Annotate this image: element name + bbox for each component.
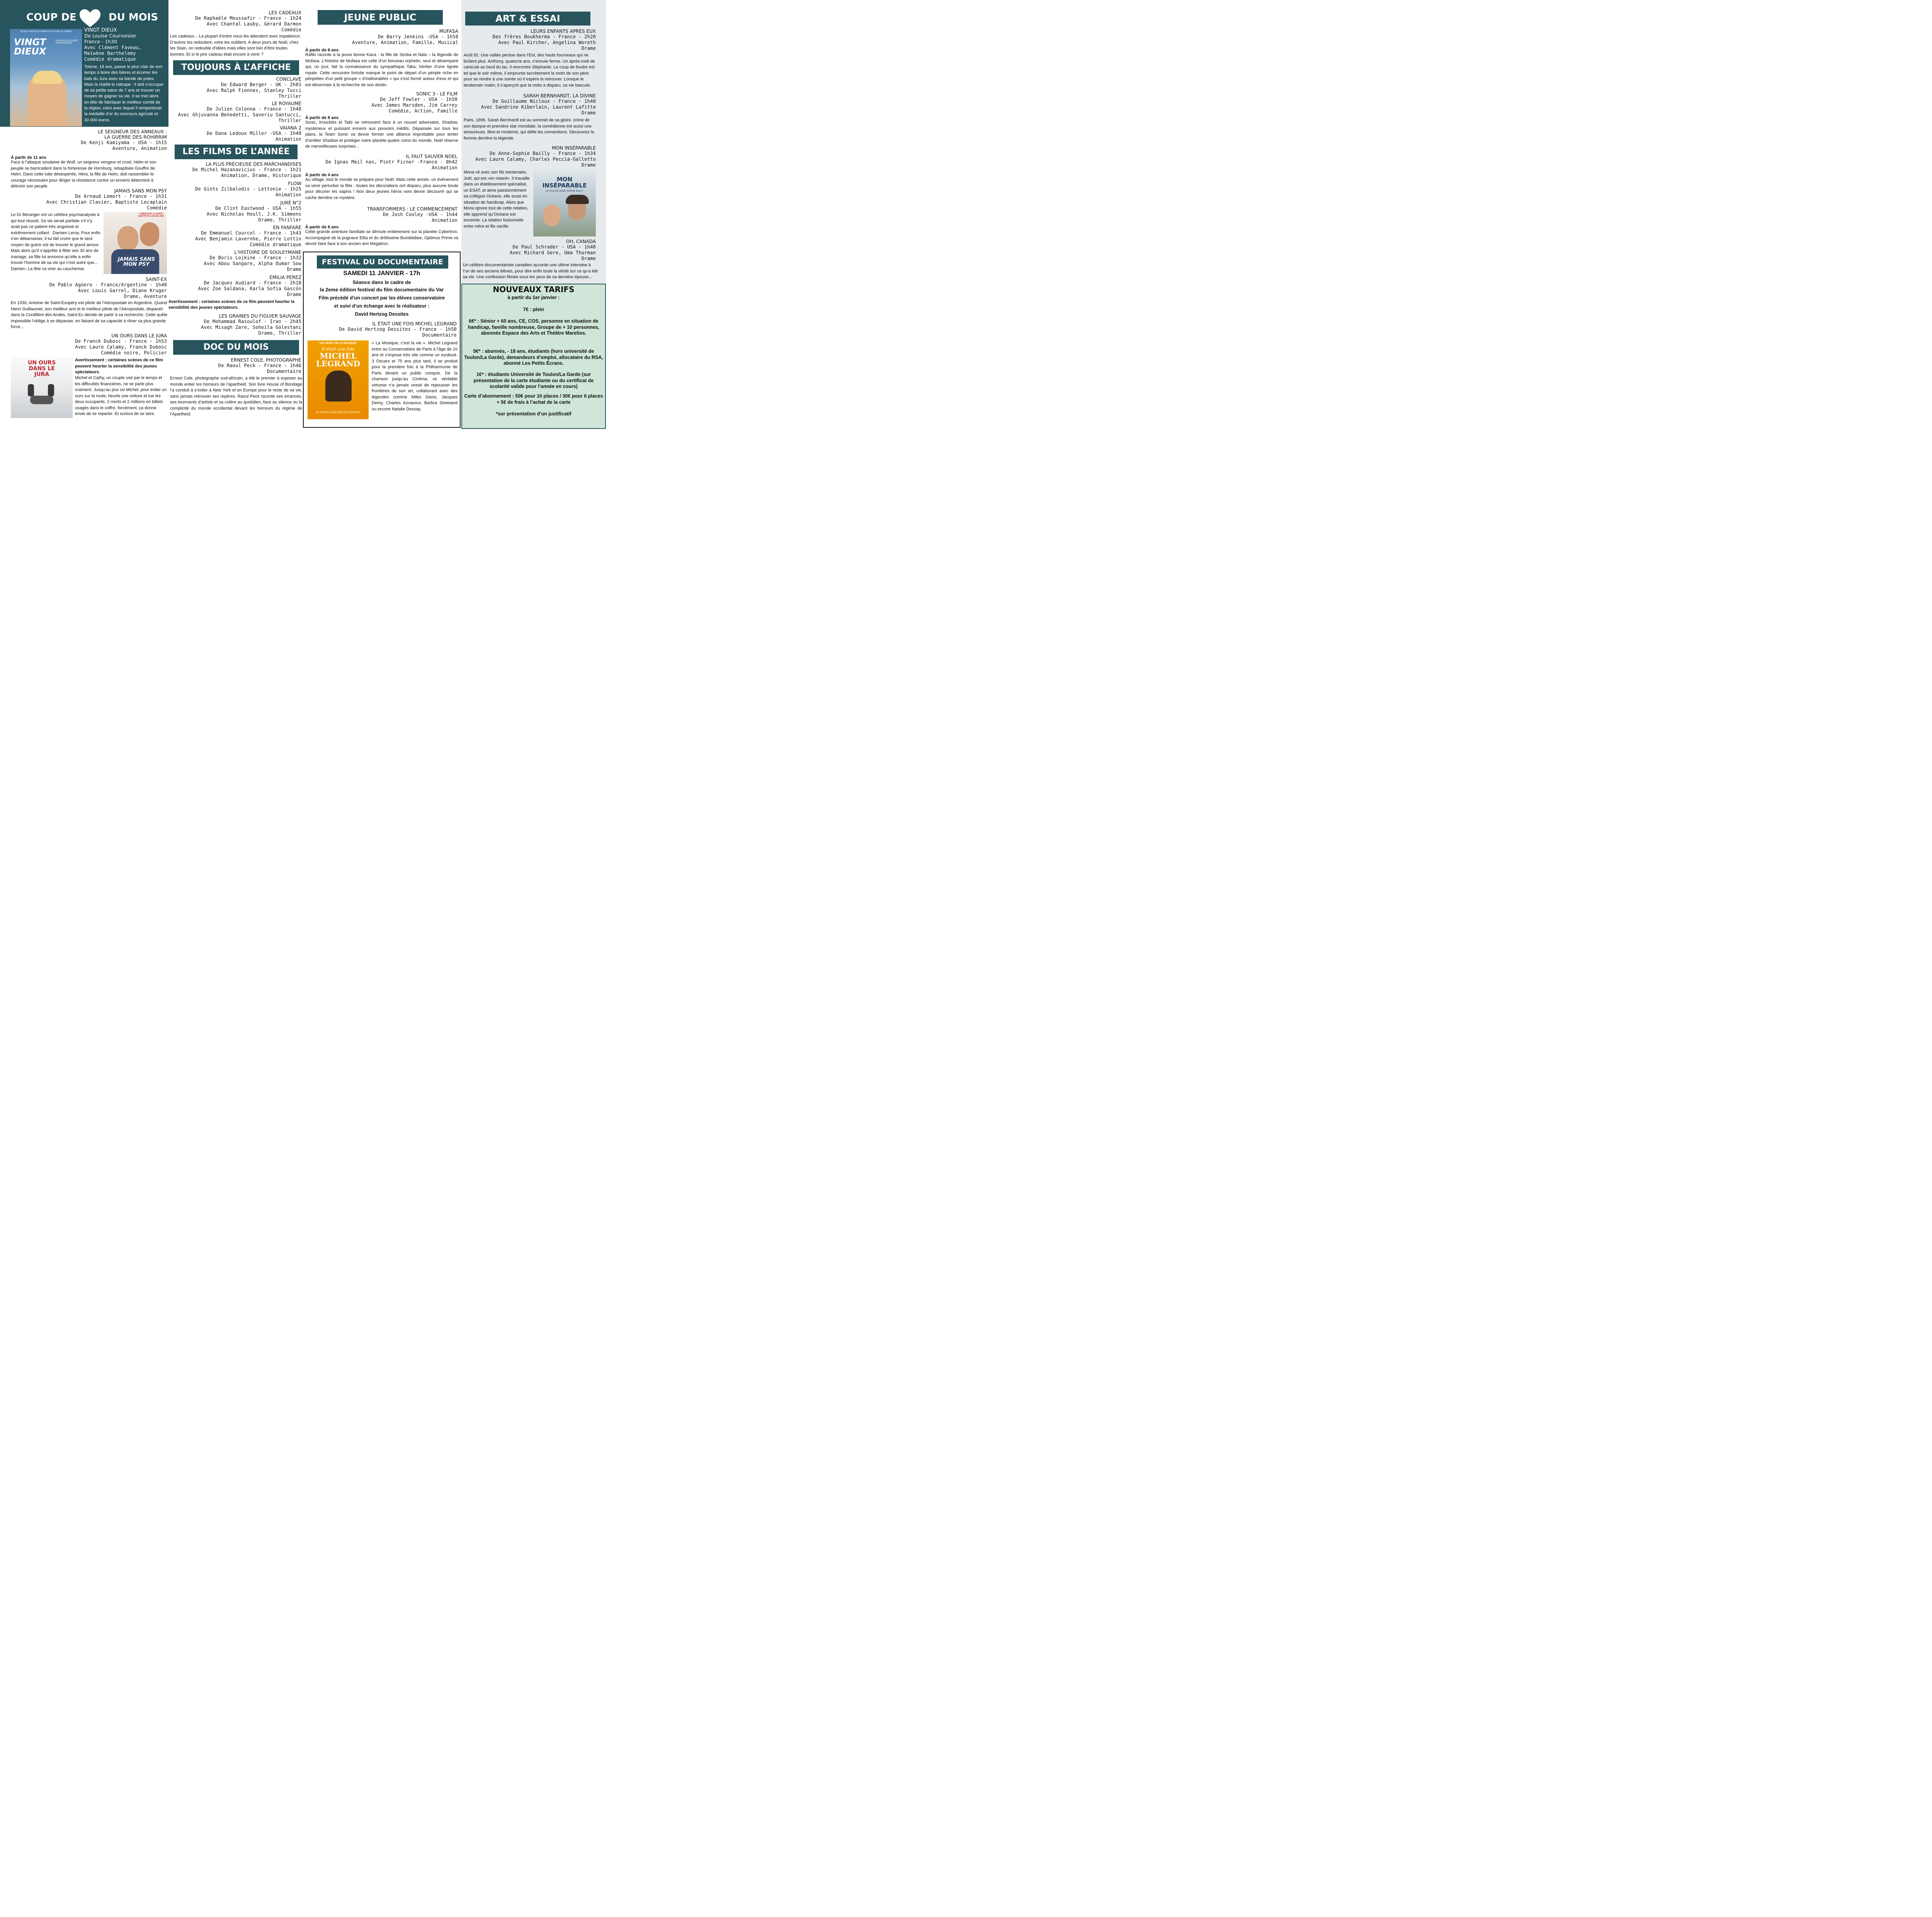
- un-ours-dans-le-jura-poster: [11, 357, 73, 418]
- film-cast-1: Avec Clément Faveau,: [84, 45, 142, 50]
- film-title: UN OURS DANS LE JURA: [111, 333, 167, 338]
- film-genre: Animation: [276, 192, 301, 197]
- film-genre: Drame: [581, 256, 596, 261]
- age-label: À partir de 4 ans: [305, 173, 339, 177]
- doc-heading: DOC DU MOIS: [173, 340, 299, 355]
- poster-title: VINGT DIEUX: [14, 37, 46, 57]
- film-director: De Arnaud Lemort - France - 1h31: [75, 194, 167, 199]
- film-genre: Drame: [581, 110, 596, 116]
- film-title: FLOW: [288, 181, 301, 186]
- film-cast: Avec Sandrine Kiberlain, Laurent Lafitte: [481, 104, 596, 110]
- film-cast: Avec James Marsden, Jim Carrey: [371, 102, 457, 108]
- poster-credit: UN FILM DE ANNE-SOPHIE BAILLY: [545, 190, 584, 192]
- poster-hair: [566, 195, 589, 204]
- film-genre: Comédie dramatique: [84, 56, 136, 62]
- tarif-footnote: *sur présentation d’un justificatif: [496, 411, 571, 417]
- coup-de-coeur-panel: [0, 0, 168, 127]
- film-cast: Avec Christian Clavier, Baptiste Lecaplain: [46, 199, 167, 205]
- film-block-transformers: [305, 206, 457, 223]
- tarifs-panel: [461, 284, 606, 429]
- film-block-il-faut-sauver-noel: [305, 154, 457, 171]
- tarifs-heading: NOUVEAUX TARIFS: [493, 285, 575, 294]
- jamais-sans-mon-psy-poster: [104, 212, 167, 274]
- film-cast: Avec Paul Kircher, Angelina Woreth: [498, 40, 596, 45]
- tarif-item: 1€* : étudiants Université de Toulon/La Garde (sur présentation de la carte étudiante ou du certificat de scolarité valide pour l’année en cours): [473, 372, 594, 389]
- film-block-un-ours-dans-le-jura: [11, 333, 167, 356]
- film-director: De Jacques Audiard - France - 2h10: [204, 280, 301, 286]
- film-title: LE ROYAUME: [272, 101, 301, 106]
- art-essai-panel: [461, 0, 606, 284]
- film-cast: Avec Ghjuvanna Benedetti, Saveriu Santucci,: [178, 112, 301, 117]
- film-title: IL FAUT SAUVER NOEL: [406, 154, 457, 159]
- column-1: [0, 0, 168, 429]
- poster-tagline: "UN DES COUPS DE FOUDRE DU FESTIVAL DE CANNES": [19, 31, 73, 33]
- poster-snow-figure: [30, 396, 53, 404]
- film-block-michel-legrand: [305, 321, 457, 338]
- film-block-mon-inseparable: [463, 145, 596, 168]
- film-cast: Avec Laure Calamy, Franck Dubosc: [75, 344, 167, 350]
- film-genre: Comédie: [281, 27, 301, 32]
- film-title: LA PLUS PRÉCIEUSE DES MARCHANDISES: [206, 162, 301, 167]
- film-block-jure-n2: [170, 200, 301, 223]
- film-genre: Thriller: [278, 94, 301, 99]
- film-title: ERNEST COLE, PHOTOGRAPHE: [231, 357, 301, 363]
- film-title: EN FANFARE: [273, 225, 301, 230]
- film-genre: Drame: [581, 46, 596, 51]
- jeune-heading: JEUNE PUBLIC: [318, 10, 443, 25]
- film-cast: Avec Richard Gere, Uma Thurman: [510, 250, 596, 255]
- film-title: SAINT-EX: [146, 277, 167, 282]
- film-genre: Animation: [432, 218, 457, 223]
- film-title: LE SEIGNEUR DES ANNEAUX :: [98, 129, 167, 134]
- film-block-ernest-cole: [170, 357, 301, 374]
- poster-title: JAMAIS SANS MON PSY: [117, 257, 155, 267]
- film-director: De Clint Eastwood - USA - 1h55: [215, 206, 301, 211]
- tarif-item: 6€* : Sénior + 60 ans, CE, COS, personne en situation de handicap, famille nombreuse, Groupe de + 10 personnes, abonnés Espace des Arts et Théâtre Marelios.: [468, 318, 600, 336]
- film-title: JAMAIS SANS MON PSY: [114, 188, 167, 194]
- film-director: De Julien Colonna - France - 1h48: [206, 106, 301, 112]
- film-block-mufasa: [305, 29, 458, 46]
- film-synopsis: Ernest Cole, photographe sud-africain, a été le premier à exposer au monde entier les horreurs de l’apartheid. Son livre House of Bondage l’a conduit à s’exiler à New York et en Europe pour le reste de sa vie, sans jamais retrouver ses repères. Raoul Peck raconte ses errances, ses tourments d’artiste et sa colère au quotidien, face au silence ou la complicité du monde occidental devant les horreurs du régime de l’Apartheid.: [170, 376, 302, 417]
- annee-heading: LES FILMS DE L’ANNÉE: [175, 145, 298, 159]
- film-title: L’HISTOIRE DE SOULEYMANE: [234, 250, 301, 255]
- annee-warning: Avertissement : certaines scénes de ce film peuvent heurter la sensibilité des jeunes spéctateurs.: [168, 299, 295, 310]
- film-title: CONCLAVE: [276, 77, 301, 82]
- film-genre: Drame, Thriller: [258, 330, 301, 336]
- column-3: [304, 0, 461, 429]
- film-warning: Avertissement : certaines scènes de ce film peuvent heurter la sensibilité des jeunes spéctateurs.: [75, 358, 163, 374]
- film-title: MON INSÉPARABLE: [552, 145, 596, 151]
- film-synopsis: « La Musique, c’est la vie ». Michel Legrand entre au Conservatoire de Paris à l’âge de 10 ans et s’impose très vite comme un surdoué. 3 Oscars et 75 ans plus tard, il se produit pour la première fois à la Philharmonie de Paris devant un public conquis. De la chanson jusqu’au Cinéma, ce véritable virtuose n’a jamais cessé de repousser les frontières de son art, collaborant avec des légendes comme Miles Davis, Jacques Demy, Charles Aznavour, Barbra Streisand ou encore Natalie Dessay.: [372, 341, 457, 412]
- film-director: De Emmanuel Courcol - France - 1h43: [201, 230, 301, 236]
- film-block-seigneur: [11, 129, 167, 151]
- film-director: De Pablo Agüero - France/Argentine - 1h40: [49, 282, 167, 287]
- film-genre: Comédie: [147, 205, 167, 211]
- film-director: De Dana Ledoux Miller -USA - 1h40: [206, 131, 301, 136]
- film-genre: Drame, Aventure: [124, 294, 167, 299]
- film-block-vaiana-2: [170, 125, 301, 142]
- film-country: France - 1h30: [84, 39, 117, 44]
- film-block-le-royaume: [170, 101, 301, 124]
- film-genre: Documentaire: [422, 332, 457, 338]
- poster-title: UN OURS DANS LE JURA: [27, 360, 56, 378]
- film-director: De Louise Courvoisier: [84, 33, 136, 39]
- poster-person-right: [48, 384, 54, 396]
- poster-tagline: "UN GÉANT DE LA MUSIQUE": [318, 342, 358, 345]
- film-director: De Ignas Meil nas, Piotr Ficner -France - 0h42: [325, 159, 457, 165]
- film-director: De Raoul Peck - France - 1h46: [218, 363, 301, 368]
- film-director: De Raphaële Moussafir - France - 1h24: [195, 15, 301, 21]
- festival-line-4: et suivi d’un échange avec le réalisateur :: [334, 303, 430, 309]
- film-cast: Avec Nicholas Hoult, J.K. Simmons: [206, 211, 301, 217]
- film-director: De Guillaume Nicloux - France - 1h40: [492, 99, 596, 104]
- film-block-conclave: [170, 77, 301, 99]
- tarifs-subheading: à partir du 1er janvier :: [507, 295, 560, 300]
- film-block-oh-canada: [463, 239, 596, 262]
- film-cast: Avec Abou Sangare, Alpha Oumar Sow: [204, 261, 301, 266]
- film-synopsis: Michel et Cathy, un couple usé par le temps et les difficultés financières, ne se parle plus vraiment. Jusqu’au jour où Michel, pour éviter un ours sur la route, heurte une voiture et tue les deux occupants. 2 morts et 2 millions en billets usagés dans le coffre, forcément, ça donne envie de se reparler. Et surtout de se taire.: [75, 376, 167, 416]
- festival-line-1: Séance dans le cadre de: [352, 279, 411, 285]
- film-genre: Animation: [276, 136, 301, 142]
- film-director: De Josh Cooley -USA - 1h44: [383, 212, 457, 217]
- film-title: SARAH BERNHARDT, LA DIVINE: [523, 93, 596, 99]
- film-block-en-fanfare: [170, 225, 301, 248]
- film-block-souleymane: [170, 250, 301, 272]
- poster-face-left: [117, 226, 138, 251]
- film-title: VINGT DIEUX: [84, 27, 117, 33]
- film-genre: Thriller: [278, 118, 301, 123]
- film-block-sarah-bernhardt: [463, 93, 596, 116]
- film-genre: Comédie noire, Policier: [101, 350, 167, 356]
- film-genre: Comédie dramatique: [250, 242, 301, 247]
- film-cast: Avec Zoe Saldana, Karla Sofía Gascón: [198, 286, 301, 291]
- poster-hair: [32, 71, 62, 84]
- vingt-dieux-credits: [84, 28, 165, 62]
- film-director: De Jeff Fowler - USA - 1h50: [380, 97, 457, 102]
- poster-face-right: [140, 222, 159, 246]
- festival-line-3: Film précédé d’un concert par les éléves conservatoire: [318, 295, 445, 301]
- age-label: À partir de 11 ans: [11, 155, 46, 160]
- film-title: VAIANA 2: [279, 125, 301, 131]
- film-director: De Boris Lojkine - France - 1h32: [209, 255, 301, 260]
- film-synopsis: Les cadeaux... La plupart d’entre nous les attendent avec impatience. D’autres les redoutent, voire les oublient. A deux jours de Noël, chez les Stain, on redouble d’idées mais elles sont loin d’être toutes bonnes. Et si le pire cadeau était encore à venir ?: [170, 34, 301, 57]
- film-genre: Animation: [432, 165, 457, 170]
- film-title: MUFASA: [439, 29, 458, 34]
- poster-title-2: MICHEL: [320, 351, 357, 361]
- film-cast: Avec Chantal Lauby, Gérard Darmon: [206, 21, 301, 27]
- film-director: De Barry Jenkins -USA - 1h58: [378, 34, 458, 39]
- michel-legrand-poster: [308, 340, 369, 419]
- toujours-heading: TOUJOURS À L’AFFICHE: [173, 60, 299, 75]
- festival-date: SAMEDI 11 JANVIER - 17h: [343, 270, 420, 277]
- film-director: De David Hertzog Dessites - France - 1h50: [339, 327, 457, 332]
- poster-portrait: [325, 371, 352, 401]
- film-director: De Gints Zilbalodis - Lettonie - 1h25: [195, 186, 301, 192]
- film-title-2: LA GUERRE DES ROHIRRIM: [104, 134, 167, 140]
- film-block-leurs-enfants: [463, 29, 596, 51]
- film-director: De Michel Hazanavicius - France - 1h21: [192, 167, 301, 172]
- poster-title-3: LEGRAND: [316, 359, 361, 368]
- film-director: De Mohammad Rasoulof - Iran - 2h45: [204, 319, 301, 324]
- film-block-graines-du-figuier: [170, 313, 301, 336]
- film-cast: Avec Benjamin Lavernhe, Pierre Lottin: [195, 236, 301, 242]
- film-synopsis: Mona vit avec son fils trentenaire, Joël, qui est «en retard». Il travaille dans un établissement spécialisé, un ESAT, et aime passionnément sa collègue Océane, elle aussi en situation de handicap. Alors que Mona ignore tout de cette relation, elle apprend qu’Océane est enceinte. La relation fusionnelle entre mère et fils vacille.: [464, 170, 530, 229]
- film-title: LES CADEAUX: [269, 10, 301, 15]
- film-genre: Drame: [581, 162, 596, 168]
- film-title: LES GRAINES DU FIGUIER SAUVAGE: [219, 313, 301, 319]
- film-genre: Documentaire: [267, 369, 301, 374]
- film-synopsis: Rafiki raconte à la jeune lionne Kiara - la fille de Simba et Nala – la légende de Mufasa. L’histoire de Mufasa est celle d’un lionceau orphelin, seul et désemparé qui, un jour, fait la connaissance du sympathique Taka, héritier d’une lignée royale. Cette rencontre fortuite marque le point de départ d’un périple riche en péripéties d’un petit groupe « d’indésirables » qui s’est formé autour d’eux et qui est désormais à la recherche de son destin.: [305, 53, 458, 87]
- film-genre: Aventure, Animation, Famille, Musical: [352, 40, 458, 45]
- coup-heading-right: DU MOIS: [109, 12, 158, 23]
- film-title: OH, CANADA: [566, 239, 596, 244]
- film-director: De Paul Schrader - USA - 1h40: [512, 244, 596, 250]
- film-synopsis: Au village, tout le monde se prépare pour Noël. Mais cette année, un évènement va venir perturber la fête : toutes les décorations ont disparu, plus aucune boule pour décorer les sapins ! Nos deux jeunes héros vont devoir découvrir qui se cache derrière ce mystère.: [305, 177, 458, 200]
- film-synopsis: Le Dr Béranger est un célèbre psychanalyste à qui tout réussit. Sa vie serait parfaite s’il n’y avait pas ce patient très angoissé et extrêmement collant : Damien Leroy. Pour enfin s’en débarrasser, il lui fait croire que le seul moyen de guérir est de trouver le grand amour. Mais alors qu’il s’apprête à fêter ses 30 ans de mariage, sa fille lui annonce qu’elle a enfin trouvé l’homme de sa vie qui n’est autre que... Damien. La fête va virer au cauchemar.: [11, 213, 101, 271]
- age-label: À partir de 8 ans: [305, 225, 339, 230]
- tarif-item: 7€ : plein: [523, 307, 544, 312]
- film-synopsis: Sonic, Knuckles et Tails se retrouvent face à un nouvel adversaire, Shadow, mystérieux et puissant ennemi aux pouvoirs inédits. Dépassée sur tous les plans, la Team Sonic va devoir former une alliance improbable pour tenter d’arrêter Shadow et protéger notre planète.quatre coins du monde, Noël réserve de merveilleuses surprises...: [305, 120, 458, 149]
- heart-icon: [79, 9, 101, 28]
- festival-box: [303, 252, 461, 428]
- film-cast: Avec Laure Calamy, Charles Peccia-Galletto: [475, 156, 596, 162]
- festival-line-2: la 2eme édition festival du film documentaire du Var: [320, 287, 444, 293]
- film-director: De Anne-Sophie Bailly - France - 1h34: [490, 151, 596, 156]
- poster-title: MON INSÉPARABLE: [542, 176, 587, 189]
- age-label: À partir de 8 ans: [305, 48, 339, 53]
- coup-heading: [0, 9, 168, 27]
- tarif-item: 5€* : abonnés, - 18 ans, étudiants (hors université de Toulon/La Garde), demandeurs d’emploi, allocataire du RSA, abonné Les Petits Écrans.: [464, 349, 603, 366]
- film-director: Des frères Boukherma - France - 2h20: [492, 34, 596, 39]
- film-director: De Edward Berger - UK - 2h01: [221, 82, 301, 87]
- tarif-item: Carte d’abonnement : 50€ pour 10 places / 30€ pour 6 places + 5€ de frais à l’achat de la carte: [464, 393, 603, 405]
- film-block-sonic-3: [305, 91, 457, 114]
- poster-cast: CHRISTIAN CLAVIER BAPTISTE LECAPLAIN: [138, 213, 164, 218]
- film-synopsis: Paris, 1896. Sarah Bernhardt est au sommet de sa gloire. Icône de son époque et première star mondiale, la comédienne est aussi une amoureuse, libre et moderne, qui défie les conventions. Découvrez la femme derrière la légende.: [464, 118, 594, 141]
- film-block-jamais-sans-mon-psy: [11, 188, 167, 211]
- vingt-dieux-synopsis: Totone, 18 ans, passe le plus clair de son temps à boire des bières et écumer les bals du Jura avec sa bande de potes. Mais la réalité le rattrape : il doit s’occuper de sa petite sœur de 7 ans et trouver un moyen de gagner sa vie. Il se met alors en tête de fabriquer le meilleur comté de la région, celui avec lequel il remporterait la médaille d’or du concours agricole et 30 000 euros.: [84, 65, 164, 122]
- film-block-emilia-perez: [170, 275, 301, 298]
- column-4: [461, 0, 606, 429]
- film-title: LEURS ENFANTS APRÈS EUX: [531, 29, 596, 34]
- film-genre: Drame: [287, 267, 301, 272]
- film-synopsis: En 1930, Antoine de Saint-Exupéry est pilote de l’Aéropostale en Argentine. Quand Henri Guillaumet, son meilleur ami et le meilleur pilote de l’Aéropostale, disparaît dans la Cordillère des Andes, Saint-Ex décide de partir à sa recherche. Cette quête impossible l’oblige à se dépasser, en faisant de sa capacité à rêver sa plus grande force...: [11, 301, 168, 329]
- age-label: À partir de 8 ans: [305, 116, 339, 120]
- vingt-dieux-poster: [10, 29, 82, 126]
- mon-inseparable-poster: [533, 170, 596, 236]
- poster-credit: UN FILM DE LOUISE COURVOISIER: [56, 40, 78, 44]
- film-synopsis: Face à l’attaque soudaine de Wulf, un seigneur vengeur et cruel, Helm et son peuple se barricadent dans la forteresse de Hornburg, rebaptisée Gouffre de Helm. Dans cette lutte désespérée, Héra, la fille de Helm, doit rassembler le courage nécessaire pour diriger la résistance contre un ennemi déterminé à détruire son peuple.: [11, 160, 156, 189]
- film-director: De Franck Dubosc - France - 1h53: [75, 338, 167, 344]
- film-block-les-cadeaux: [170, 10, 301, 33]
- festival-line-5: David Hertzog Dessites: [355, 311, 409, 317]
- film-genre: Drame, Thriller: [258, 217, 301, 223]
- poster-face-left: [543, 205, 560, 226]
- film-cast: Avec Louis Garrel, Diane Kruger: [78, 288, 167, 293]
- coup-heading-left: COUP DE: [26, 12, 77, 23]
- poster-title-1: Il était une fois: [321, 347, 355, 352]
- film-genre: Comédie, Action, Famille: [388, 108, 457, 114]
- film-genre: Aventure, Animation: [112, 146, 167, 151]
- film-title: TRANSFORMERS : LE COMMENCEMENT: [367, 206, 457, 212]
- column-2: [168, 0, 304, 429]
- film-director: De Kenji Kamiyama - USA - 1h15: [81, 140, 167, 145]
- poster-person-left: [28, 384, 34, 396]
- film-title: IL ÉTAIT UNE FOIS MICHEL LEGRAND: [372, 321, 457, 327]
- film-synopsis: Cette grande aventure familiale se déroule entièrement sur la planète Cybertron. Accompagné de la pugnace Elita et du drôlissime Bumblebee, Optimus Prime va devoir faire face à son ancien ami Megatron.: [305, 230, 458, 246]
- poster-credit: UN FILM DE DAVID HERTZOG DESSITES: [316, 412, 361, 414]
- film-cast-2: Maïwène Barthelemy: [84, 51, 136, 56]
- film-title: JURÉ N°2: [280, 200, 301, 206]
- art-heading: ART & ESSAI: [465, 12, 590, 26]
- film-title: SONIC 3 - LE FILM: [416, 91, 457, 97]
- film-genre: Drame: [287, 292, 301, 297]
- film-genre: Animation, Drame, Historique: [221, 173, 301, 178]
- film-title: EMILIA PEREZ: [269, 275, 301, 280]
- film-synopsis: Août 92. Une vallée perdue dans l’Est, des hauts fourneaux qui ne brûlent plus. Anthony, quatorze ans, s’ennuie ferme. Un après-midi de canicule au bord du lac, il rencontre Stéphanie. Le coup de foudre est tel que le soir même, il emprunte secrètement la moto de son père pour se rendre à une soirée où il espère la retrouver. Lorsque le lendemain matin, il s’aperçoit que la moto a disparu, sa vie bascule.: [464, 53, 595, 88]
- film-block-la-plus-precieuse: [170, 162, 301, 179]
- film-block-flow: [170, 181, 301, 198]
- festival-heading: FESTIVAL DU DOCUMENTAIRE: [317, 255, 448, 269]
- film-cast: Avec Ralph Fiennes, Stanley Tucci: [206, 88, 301, 93]
- film-synopsis: Un célèbre documentariste canadien accorde une ultime interview à l’un de ses anciens élèves, pour dire enfin toute la vérité sur ce qu’a été sa vie. Une confession filmée sous les yeux de sa dernière épouse...: [463, 263, 598, 279]
- film-block-saint-ex: [11, 277, 167, 299]
- film-cast: Avec Misagh Zare, Soheila Golestani: [201, 325, 301, 330]
